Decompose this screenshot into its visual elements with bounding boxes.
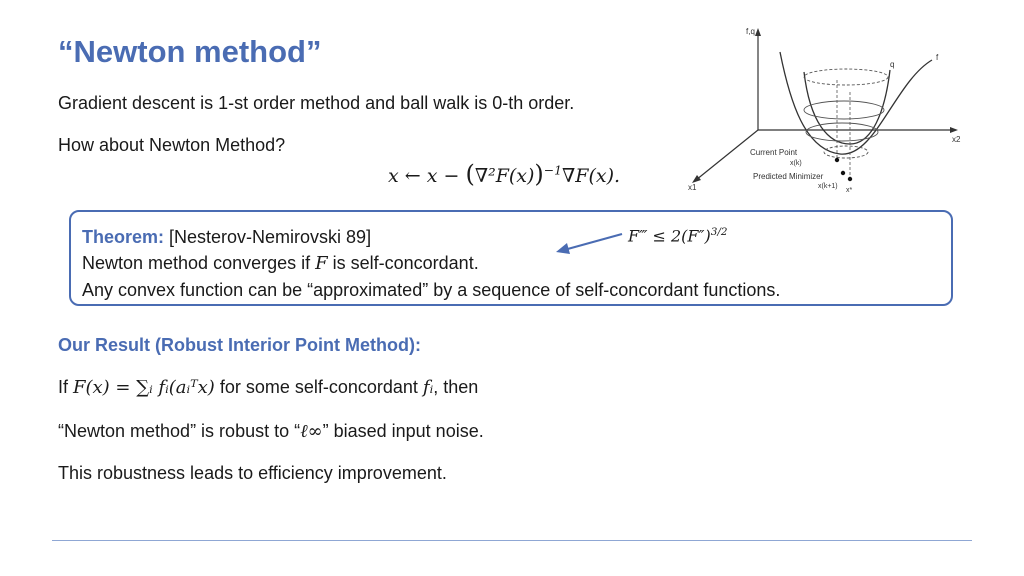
label-predicted-minimizer: Predicted Minimizer <box>753 172 824 181</box>
footer-divider <box>52 540 972 541</box>
formula-inner: ∇²F(x) <box>474 165 535 187</box>
label-xk: x(k) <box>790 160 802 167</box>
newton-figure <box>680 22 970 200</box>
result-line1-post: , then <box>433 377 479 397</box>
label-axis-x1: x1 <box>688 183 697 192</box>
theorem-line3: Any convex function can be “approximated” by a sequence of self-concordant functions. <box>82 280 781 300</box>
label-q: q <box>890 60 895 69</box>
condition-exponent: 3/2 <box>710 226 728 238</box>
level-set-low <box>806 123 878 141</box>
result-line1-mid: for some self-concordant <box>214 377 423 397</box>
result-line2-post: ” biased input noise. <box>322 421 484 441</box>
result-line-2 <box>58 421 484 442</box>
curve-f <box>780 52 932 154</box>
label-f: f <box>936 53 939 62</box>
result-line-3: This robustness leads to efficiency improvement. <box>58 463 447 483</box>
axis-vertical-arrow <box>755 28 761 36</box>
label-current-point: Current Point <box>750 148 798 157</box>
label-axis-vertical: f,q <box>746 27 755 36</box>
result-line1-math: F(x) = ∑ᵢ fᵢ(aᵢᵀx) <box>73 377 215 398</box>
result-line1-fi: fᵢ <box>422 377 434 398</box>
self-concordance-condition <box>628 226 727 245</box>
level-set-top <box>804 69 888 85</box>
intro-line-2: How about Newton Method? <box>58 135 286 155</box>
result-line1-pre: If <box>58 377 74 397</box>
result-line2-math: ℓ∞ <box>300 421 323 442</box>
label-axis-x2: x2 <box>952 135 961 144</box>
theorem-line2-post: is self-concordant. <box>327 253 479 273</box>
theorem-label: Theorem: <box>82 227 165 247</box>
result-heading: Our Result (Robust Interior Point Method): <box>58 335 421 355</box>
arrow-icon <box>550 228 630 258</box>
slide-title: “Newton method” <box>58 34 322 69</box>
condition-lhs: F‴ ≤ 2(F″) <box>628 226 711 246</box>
theorem-line2-var: F <box>315 253 328 274</box>
axis-x1 <box>696 130 758 180</box>
result-line-1 <box>58 377 478 398</box>
axis-x1-arrow <box>692 175 701 183</box>
theorem-citation: [Nesterov-Nemirovski 89] <box>164 227 372 247</box>
intro-line-1: Gradient descent is 1-st order method and ball walk is 0-th order. <box>58 93 575 113</box>
formula-exponent: −1 <box>543 163 562 178</box>
point-optimum <box>848 177 852 181</box>
point-predicted <box>841 171 845 175</box>
newton-update-formula: x ← $x - (\nabla^2F(x))^{-1}\nabla F(x)$. <box>388 160 621 188</box>
point-current <box>835 158 839 162</box>
theorem-line2-pre: Newton method converges if <box>82 253 316 273</box>
label-xstar: x* <box>846 187 853 194</box>
result-line2-pre: “Newton method” is robust to “ <box>58 421 301 441</box>
formula-lhs: x ← x − <box>388 165 466 187</box>
axis-x2-arrow <box>950 127 958 133</box>
curve-q <box>804 70 890 144</box>
label-xk1: x(k+1) <box>818 183 838 190</box>
formula-tail: ∇F(x). <box>562 165 621 187</box>
level-set-mid <box>804 101 884 119</box>
